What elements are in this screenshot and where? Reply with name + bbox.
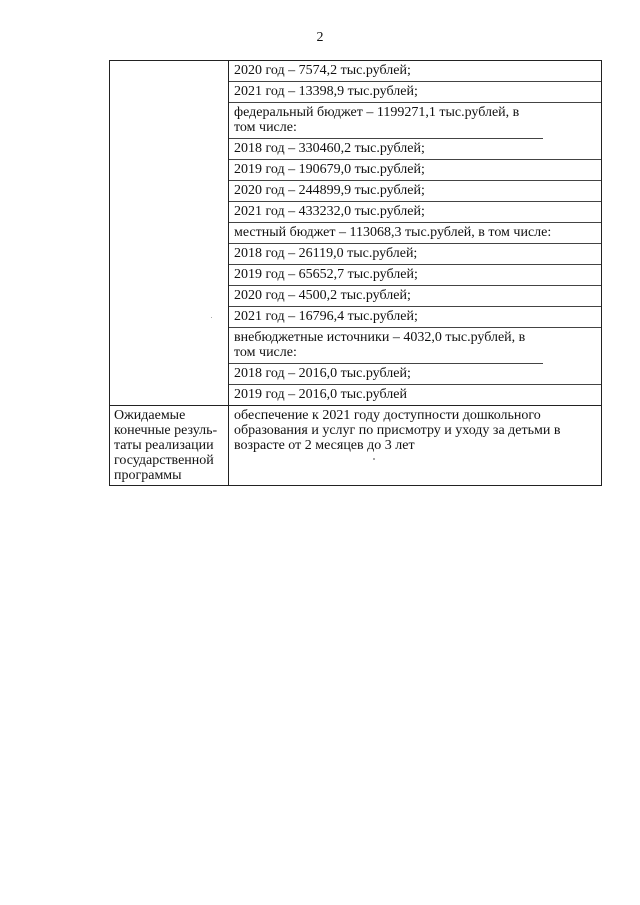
scan-speck xyxy=(373,458,375,460)
financing-line: 2019 год – 65652,7 тыс.рублей; xyxy=(229,265,601,286)
financing-line: внебюджетные источники – 4032,0 тыс.рублей, в том числе: xyxy=(229,328,543,364)
financing-line: федеральный бюджет – 1199271,1 тыс.рублей, в том числе: xyxy=(229,103,543,139)
results-label: Ожидаемые конечные резуль-таты реализации государственной программы xyxy=(114,408,218,483)
financing-values-cell xyxy=(229,61,602,406)
results-text: обеспечение к 2021 году доступности дошкольного образования и услуг по присмотру и уходу за детьми в возрасте от 2 месяцев до 3 лет xyxy=(234,408,561,453)
financing-line: 2018 год – 2016,0 тыс.рублей; xyxy=(229,364,601,385)
financing-line: 2021 год – 433232,0 тыс.рублей; xyxy=(229,202,601,223)
financing-line: 2019 год – 2016,0 тыс.рублей xyxy=(234,387,407,402)
financing-line: 2021 год – 13398,9 тыс.рублей; xyxy=(229,82,601,103)
results-text-cell xyxy=(229,406,602,486)
financing-line: 2019 год – 190679,0 тыс.рублей; xyxy=(229,160,601,181)
financing-row xyxy=(110,61,602,406)
financing-line: 2021 год – 16796,4 тыс.рублей; xyxy=(229,307,601,328)
financing-line: 2018 год – 330460,2 тыс.рублей; xyxy=(229,139,601,160)
passport-table xyxy=(109,60,602,486)
financing-line: местный бюджет – 113068,3 тыс.рублей, в том числе: xyxy=(229,223,601,244)
financing-label-cell xyxy=(110,61,229,406)
results-row xyxy=(110,406,602,486)
financing-line: 2020 год – 4500,2 тыс.рублей; xyxy=(229,286,601,307)
scan-speck xyxy=(211,317,212,318)
results-label-cell xyxy=(110,406,229,486)
financing-line: 2018 год – 26119,0 тыс.рублей; xyxy=(229,244,601,265)
page-number: 2 xyxy=(316,30,324,45)
financing-line: 2020 год – 7574,2 тыс.рублей; xyxy=(229,61,601,82)
financing-line: 2020 год – 244899,9 тыс.рублей; xyxy=(229,181,601,202)
